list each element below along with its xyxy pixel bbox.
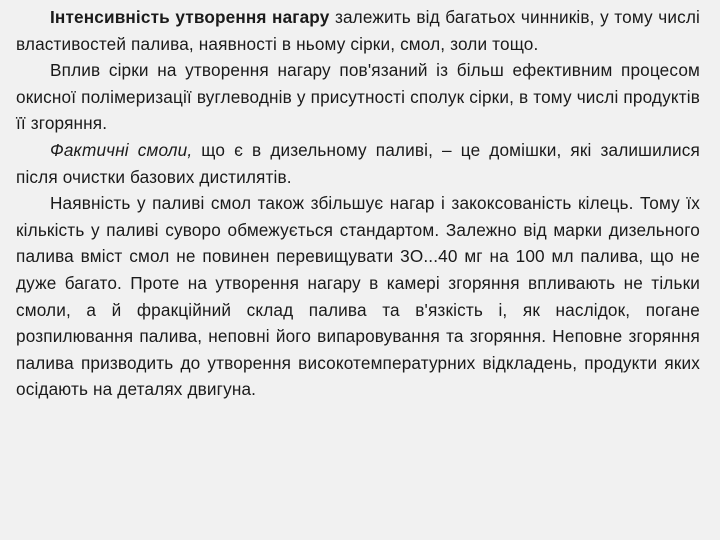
- bold-term-deposit-intensity: Інтенсивність утворення нагару: [50, 7, 330, 27]
- italic-term-actual-resins: Фактичні смоли,: [50, 139, 193, 160]
- paragraph-3-text: що є в дизельному паливі, – це домішки, які залишилися після очистки базових дистилятів.: [16, 139, 700, 187]
- paragraph-resin-content: Наявність у паливі смол також збільшує нагар і закоксованість кілець. Тому їх кількість у паливі суворо обмежується стандартом. Залежно від марки дизельного палива вміст смол не повинен перевищувати 3О...40 мг на 100 мл палива, що не дуже багато. Проте на утворення нагару в камері згоряння впливають не тільки смоли, а й фракційний склад палива та в'язкість і, як наслідок, погане розпилювання палива, неповні його випаровування та згоряння. Неповне згоряння палива призводить до утворення високотемпературних відкладень, продукти яких осідають на деталях двигуна.: [16, 193, 700, 400]
- paragraph-carbon-deposit-intensity: [16, 4, 700, 57]
- paragraph-actual-resins: [16, 137, 700, 190]
- paragraph-sulfur-influence: Вплив сірки на утворення нагару пов'язаний із більш ефективним процесом окисної полімеризації вуглеводнів у присутності сполук сірки, в тому числі продуктів її згоряння.: [16, 60, 700, 134]
- document-body: [16, 4, 700, 403]
- paragraph-1-text: залежить від багатьох чинників, у тому числі властивостей палива, наявності в ньому сірки, смол, золи тощо.: [16, 7, 700, 54]
